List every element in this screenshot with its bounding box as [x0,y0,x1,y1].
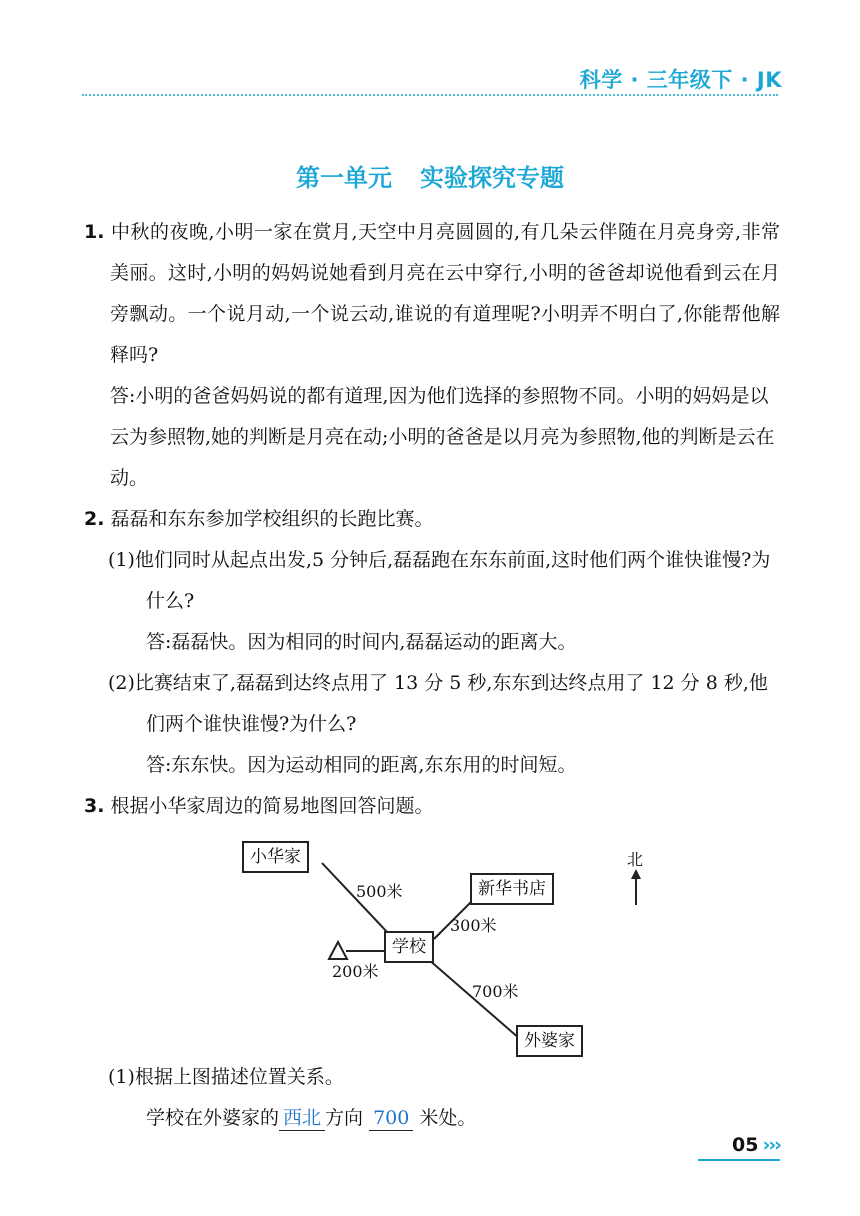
content [84,212,780,1139]
fill-suffix: 米处。 [419,1107,477,1129]
distance-triangle: 200米 [332,962,379,981]
question-2-1 [84,540,780,622]
answer-3-1 [84,1098,780,1139]
question-2-2 [84,663,780,745]
answer-2-2: 答:东东快。因为运动相同的距离,东东用的时间短。 [146,754,577,776]
distance-xiaohua: 500米 [356,882,403,901]
sub-number: (1) [108,1066,135,1088]
blank-distance: 700 [369,1106,413,1131]
box-school: 学校 [384,931,434,963]
question-3-1 [84,1057,780,1098]
box-xiaohua: 小华家 [242,841,309,873]
unit-title [0,158,860,193]
question-number: 1. [84,221,105,243]
distance-grandma: 700米 [472,982,519,1001]
header-title: 科学 · 三年级下 · JK [579,68,782,92]
question-3 [84,786,780,827]
unit-label: 第一单元 [296,164,392,192]
box-bookstore: 新华书店 [470,873,554,905]
sub-text: 他们同时从起点出发,5 分钟后,磊磊跑在东东前面,这时他们两个谁快谁慢?为什么? [134,549,771,612]
answer-1: 答:小明的爸爸妈妈说的都有道理,因为他们选择的参照物不同。小明的妈妈是以云为参照物,她的判断是月亮在动;小明的爸爸是以月亮为参照物,他的判断是云在动。 [110,385,775,489]
question-number: 2. [84,508,105,530]
question-text: 中秋的夜晚,小明一家在赏月,天空中月亮圆圆的,有几朵云伴随在月亮身旁,非常美丽。这时,小明的妈妈说她看到月亮在云中穿行,小明的爸爸却说他看到云在月旁飘动。一个说月动,一个说云动,谁说的有道理呢?小明弄不明白了,你能帮他解释吗? [110,221,780,366]
question-number: 3. [84,795,105,817]
distance-bookstore: 300米 [450,916,497,935]
page-number-text: 05 [732,1134,759,1156]
fill-mid: 方向 [325,1107,364,1129]
north-arrow-icon [631,869,641,879]
page-number-underline [698,1159,780,1161]
map-diagram [84,827,780,1057]
sub-text: 根据上图描述位置关系。 [134,1066,344,1088]
answer-2-1: 答:磊磊快。因为相同的时间内,磊磊运动的距离大。 [146,631,577,653]
question-2 [84,499,780,540]
header-divider [82,94,778,96]
sub-number: (2) [108,672,135,694]
fill-prefix: 学校在外婆家的 [146,1107,280,1129]
sub-number: (1) [108,549,135,571]
blank-direction: 西北 [279,1106,325,1131]
question-text: 磊磊和东东参加学校组织的长跑比赛。 [110,508,434,530]
arrows-icon: ››› [762,1134,780,1156]
question-1 [84,212,780,376]
page-number [732,1134,780,1156]
box-grandma: 外婆家 [516,1025,583,1057]
sub-text: 比赛结束了,磊磊到达终点用了 13 分 5 秒,东东到达终点用了 12 分 8 秒,他们两个谁快谁慢?为什么? [134,672,768,735]
north-label: 北 [627,850,644,869]
unit-topic: 实验探究专题 [420,164,564,192]
triangle-icon [329,942,347,959]
question-text: 根据小华家周边的简易地图回答问题。 [110,795,434,817]
